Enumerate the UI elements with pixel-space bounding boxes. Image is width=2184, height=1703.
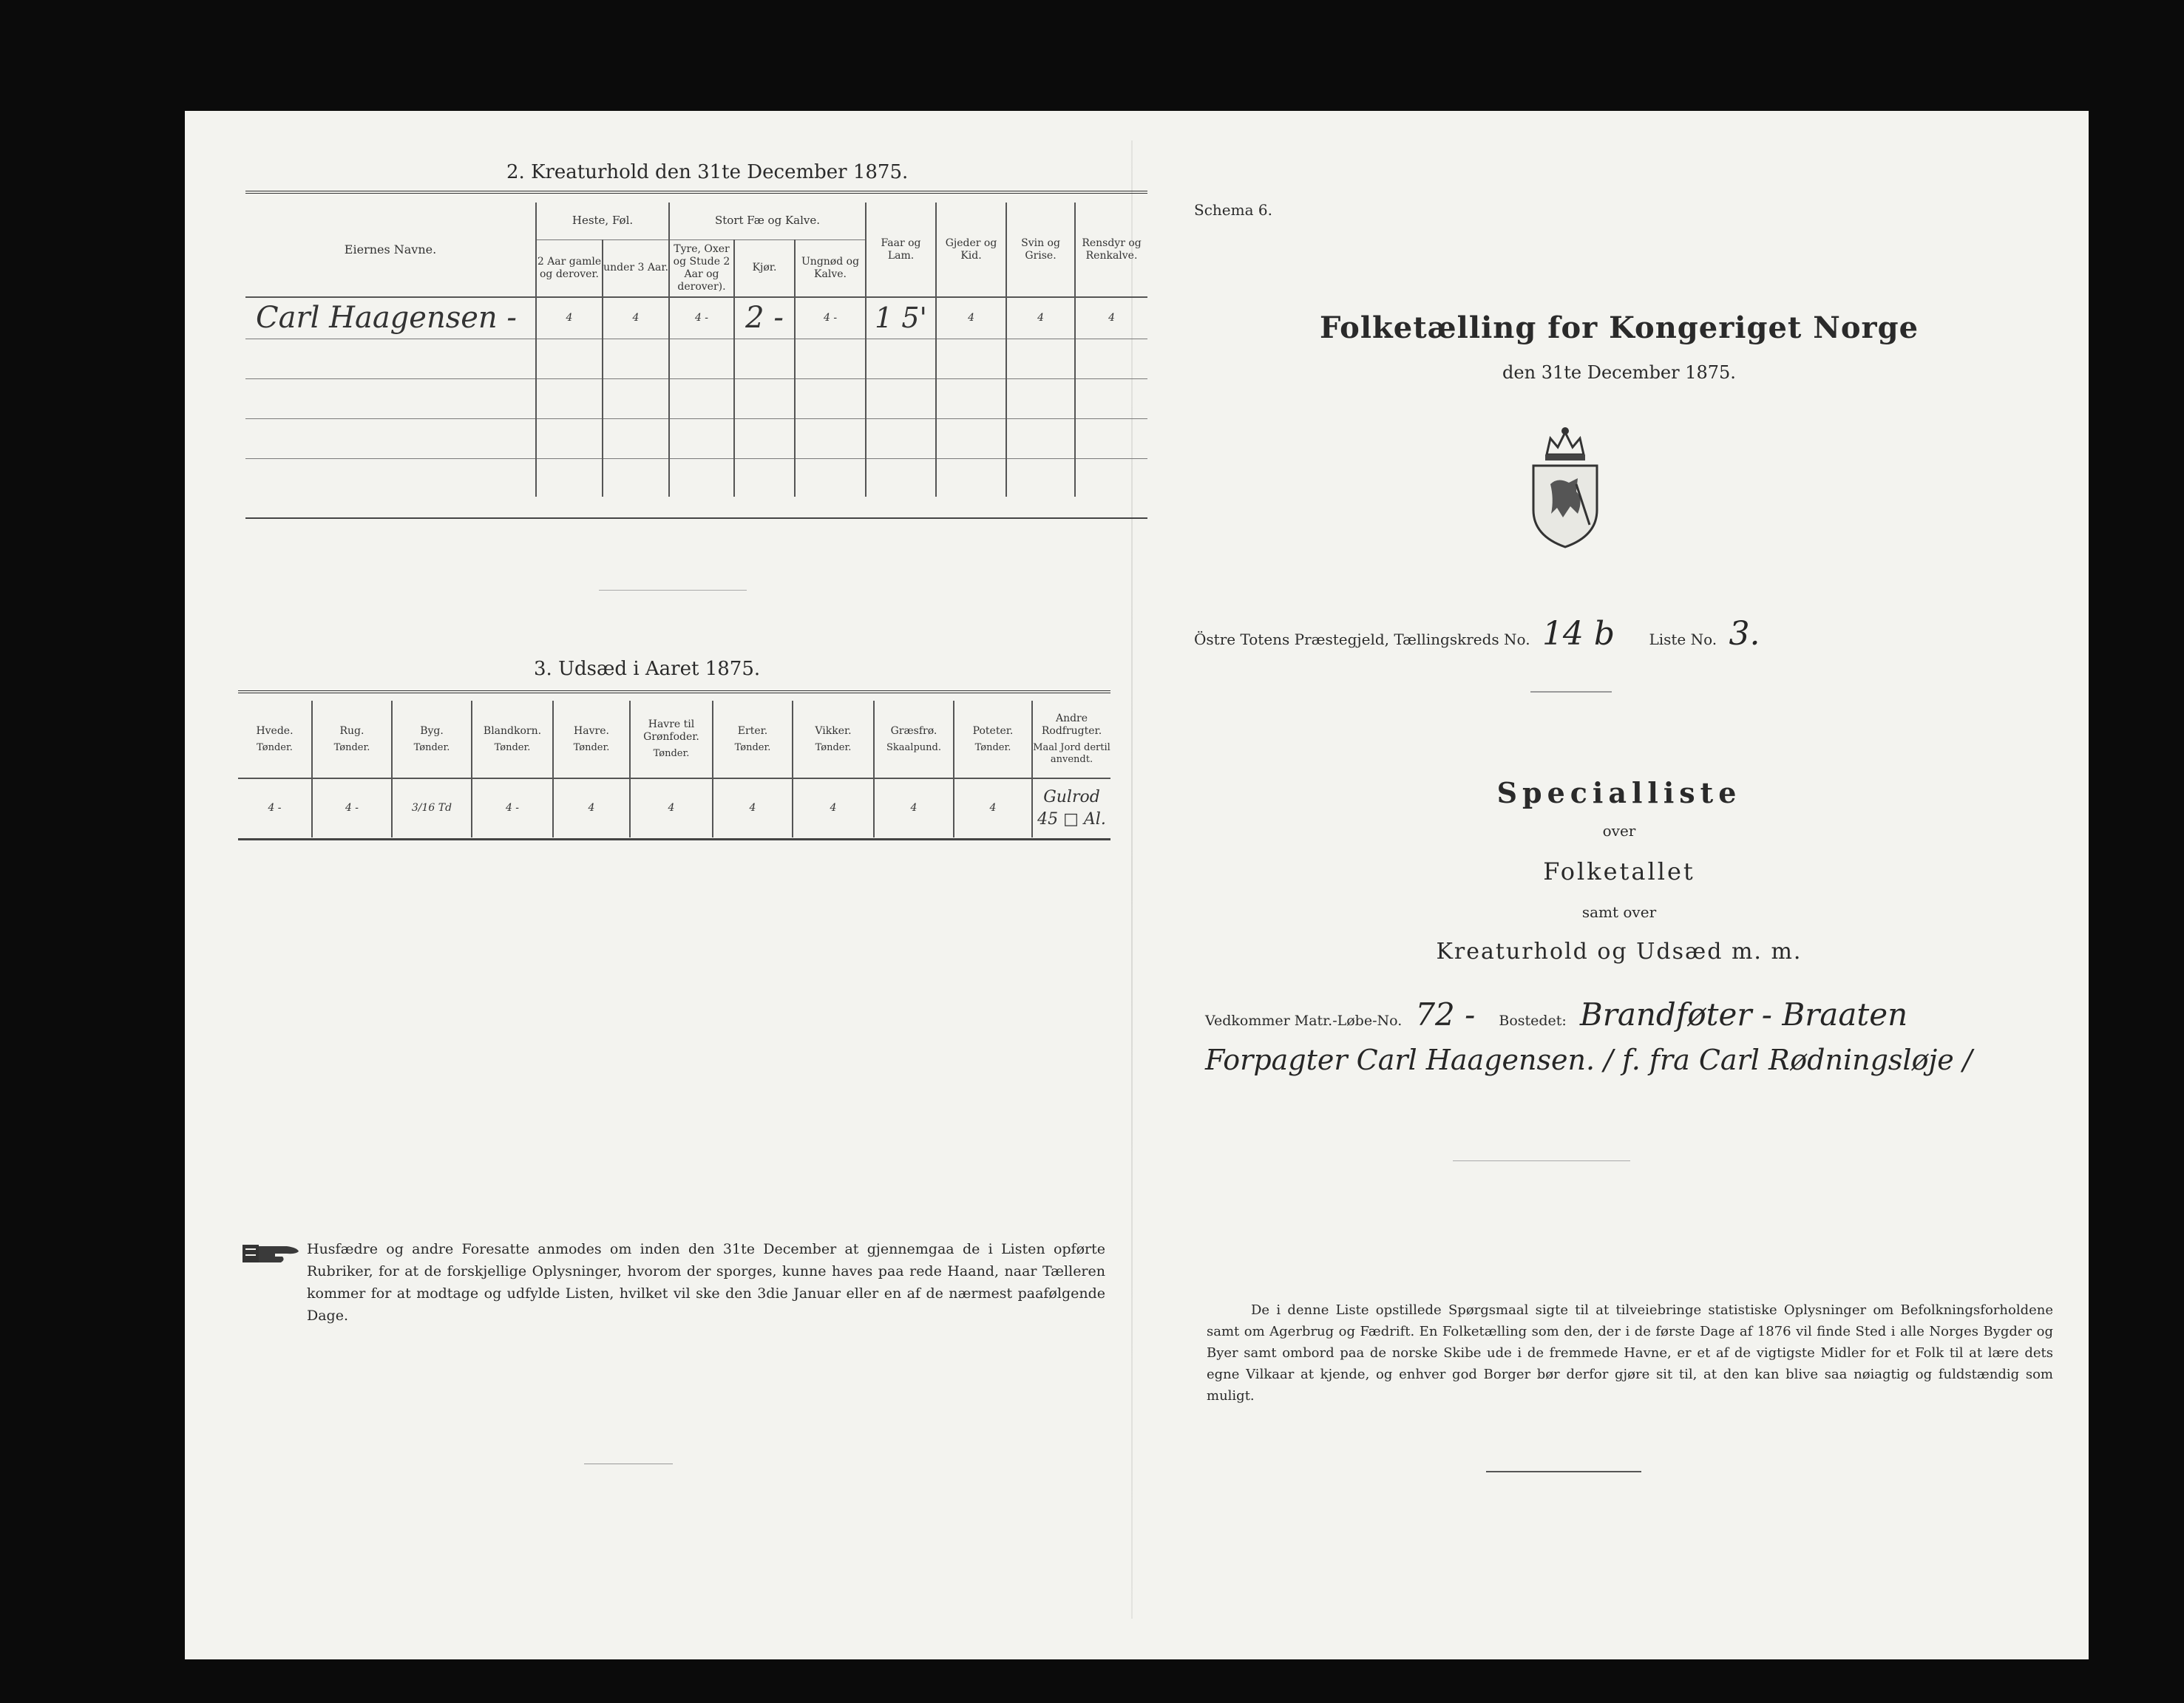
sowing-col-header bbox=[630, 701, 713, 778]
livestock-table bbox=[245, 203, 1147, 497]
folketallet-text: Folketallet bbox=[1543, 857, 1695, 886]
section3-title: 3. Udsæd i Aaret 1875. bbox=[534, 658, 761, 680]
matr-line bbox=[1205, 996, 1907, 1033]
matr-number: 72 - bbox=[1415, 996, 1476, 1033]
table-row bbox=[238, 778, 1110, 837]
sowing-col-header bbox=[1032, 701, 1110, 778]
sowing-col-header bbox=[312, 701, 392, 778]
census-sheet bbox=[185, 111, 2089, 1659]
sowing-col-unit: Tønder. bbox=[413, 741, 450, 753]
table-cell: 4 bbox=[1075, 297, 1147, 339]
section3-bottom-rule bbox=[238, 838, 1110, 840]
kreaturhold-text: Kreaturhold og Udsæd m. m. bbox=[1436, 939, 1803, 965]
sowing-col-unit: Tønder. bbox=[257, 741, 293, 753]
liste-number: 3. bbox=[1729, 615, 1760, 653]
sowing-col-unit: Tønder. bbox=[734, 741, 771, 753]
sowing-col-name: Erter. bbox=[737, 724, 768, 737]
sowing-col-name: Havre til Grønfoder. bbox=[643, 718, 699, 743]
table-row bbox=[245, 378, 1147, 418]
specialliste-title: Specialliste bbox=[1496, 776, 1742, 809]
sub-heste-old: 2 Aar gamle og derover. bbox=[536, 239, 603, 297]
table-cell: 4 bbox=[603, 297, 669, 339]
pointing-hand-icon bbox=[243, 1240, 300, 1265]
table-cell: 4 - bbox=[472, 778, 553, 837]
sowing-col-unit: Tønder. bbox=[815, 741, 852, 753]
matr-label: Vedkommer Matr.-Løbe-No. bbox=[1205, 1013, 1403, 1029]
explanation-text: De i denne Liste opstillede Spørgsmaal sigte til at tilveiebringe statistiske Oplysninger om Befolkningsforholdene samt om Agerbrug og Fædrift. En Folketælling som den, der i de første Dage af 1876 vil finde Sted i alle Norges Bygder og Byer samt ombord paa de norske Skibe ude i de fremmede Havne, er et af de vigtigste Midler for et Folk til at lære dets egne Vilkaar at kjende, og enhver god Borger bør derfor gjøre sit til, at den kan blive saa nøiagtig og fuldstændig som muligt. bbox=[1207, 1302, 2053, 1404]
section2-bottom-rule bbox=[245, 517, 1147, 519]
owner-line: Forpagter Carl Haagensen. / f. fra Carl Rødningsløje / bbox=[1205, 1044, 1973, 1076]
footnote-text: Husfædre og andre Foresatte anmodes om inden den 31te December at gjennemgaa de i Listen opførte Rubriker, for at de forskjellige Oplysninger, hvorom der sporges, kunne haves paa rede Haand, naar Tælleren kommer for at modtage og udfylde Listen, hvilket vil ske den 3die Januar eller en af de nærmest paafølgende Dage. bbox=[307, 1241, 1105, 1324]
table-cell: 4 bbox=[536, 297, 603, 339]
divider bbox=[1530, 691, 1612, 693]
col-stort-header: Stort Fæ og Kalve. bbox=[669, 203, 866, 239]
table-cell: 4 bbox=[874, 778, 954, 837]
parish-label: Östre Totens Præstegjeld, Tællingskreds No. bbox=[1194, 630, 1530, 648]
sowing-col-header bbox=[954, 701, 1032, 778]
divider bbox=[1453, 1160, 1630, 1161]
kreds-number: 14 b bbox=[1542, 615, 1615, 653]
sowing-col-unit: Tønder. bbox=[494, 741, 531, 753]
table-cell: 4 bbox=[553, 778, 630, 837]
sub-heste-young: under 3 Aar. bbox=[603, 239, 669, 297]
sowing-col-unit: Tønder. bbox=[573, 741, 610, 753]
sowing-col-name: Andre Rodfrugter. bbox=[1041, 713, 1102, 737]
sowing-col-unit: Tønder. bbox=[333, 741, 370, 753]
table-cell: 4 bbox=[713, 778, 793, 837]
table-cell: Gulrod 45 □ Al. bbox=[1032, 778, 1110, 837]
sowing-col-unit: Maal Jord dertil anvendt. bbox=[1033, 742, 1110, 765]
table-cell: 4 - bbox=[312, 778, 392, 837]
bosted-label: Bostedet: bbox=[1499, 1013, 1567, 1029]
table-cell: 3/16 Td bbox=[392, 778, 472, 837]
col-rensdyr-header: Rensdyr og Renkalve. bbox=[1075, 203, 1147, 297]
sowing-col-header bbox=[874, 701, 954, 778]
col-faar-header: Faar og Lam. bbox=[866, 203, 936, 297]
sowing-col-name: Havre. bbox=[574, 724, 609, 737]
col-heste-header: Heste, Føl. bbox=[536, 203, 669, 239]
table-cell: 4 bbox=[936, 297, 1006, 339]
table-cell: 4 bbox=[1006, 297, 1075, 339]
table-row bbox=[245, 458, 1147, 497]
sowing-col-name: Byg. bbox=[420, 724, 444, 737]
sowing-col-header bbox=[238, 701, 312, 778]
parish-line bbox=[1194, 615, 1760, 653]
divider bbox=[1486, 1471, 1641, 1472]
col-owner-header: Eiernes Navne. bbox=[245, 203, 536, 297]
coat-of-arms-icon bbox=[1525, 425, 1606, 551]
section2-title: 2. Kreaturhold den 31te December 1875. bbox=[506, 161, 909, 183]
owner-name-cell: Carl Haagensen - bbox=[245, 297, 536, 339]
table-cell: 1 5' bbox=[866, 297, 936, 339]
table-row bbox=[245, 339, 1147, 378]
sowing-col-header bbox=[392, 701, 472, 778]
section3-top-rule bbox=[238, 690, 1110, 693]
liste-label: Liste No. bbox=[1649, 630, 1717, 648]
table-cell: 4 bbox=[793, 778, 874, 837]
table-cell: 2 - bbox=[734, 297, 795, 339]
section2-top-rule bbox=[245, 191, 1147, 194]
sowing-table bbox=[238, 701, 1110, 837]
sowing-col-name: Vikker. bbox=[815, 724, 852, 737]
sowing-col-name: Blandkorn. bbox=[483, 724, 542, 737]
sowing-col-header bbox=[472, 701, 553, 778]
over-text: over bbox=[1602, 822, 1636, 840]
date-line: den 31te December 1875. bbox=[1502, 362, 1736, 383]
table-cell: 4 - bbox=[795, 297, 866, 339]
sub-stort-kjor: Kjør. bbox=[734, 239, 795, 297]
samt-over-text: samt over bbox=[1581, 903, 1657, 921]
sub-stort-tyre: Tyre, Oxer og Stude 2 Aar og derover). bbox=[669, 239, 734, 297]
sowing-col-header bbox=[793, 701, 874, 778]
sowing-col-unit: Tønder. bbox=[974, 741, 1011, 753]
col-gjeder-header: Gjeder og Kid. bbox=[936, 203, 1006, 297]
table-cell: 4 bbox=[954, 778, 1032, 837]
table-cell: 4 - bbox=[238, 778, 312, 837]
table-row bbox=[245, 418, 1147, 458]
sowing-col-name: Rug. bbox=[339, 724, 364, 737]
bosted-value: Brandføter - Braaten bbox=[1579, 996, 1908, 1033]
schema-label: Schema 6. bbox=[1194, 201, 1272, 219]
table-cell: 4 - bbox=[669, 297, 734, 339]
sowing-col-name: Græsfrø. bbox=[890, 724, 937, 737]
main-title: Folketælling for Kongeriget Norge bbox=[1319, 310, 1919, 345]
divider bbox=[599, 590, 747, 591]
sowing-col-unit: Skaalpund. bbox=[886, 741, 941, 753]
sowing-col-name: Poteter. bbox=[972, 724, 1014, 737]
sowing-col-header bbox=[553, 701, 630, 778]
col-svin-header: Svin og Grise. bbox=[1006, 203, 1075, 297]
sub-stort-ungnod: Ungnød og Kalve. bbox=[795, 239, 866, 297]
table-row bbox=[245, 297, 1147, 339]
sowing-col-header bbox=[713, 701, 793, 778]
sowing-col-name: Hvede. bbox=[256, 724, 294, 737]
sowing-col-unit: Tønder. bbox=[653, 748, 690, 759]
table-cell: 4 bbox=[630, 778, 713, 837]
